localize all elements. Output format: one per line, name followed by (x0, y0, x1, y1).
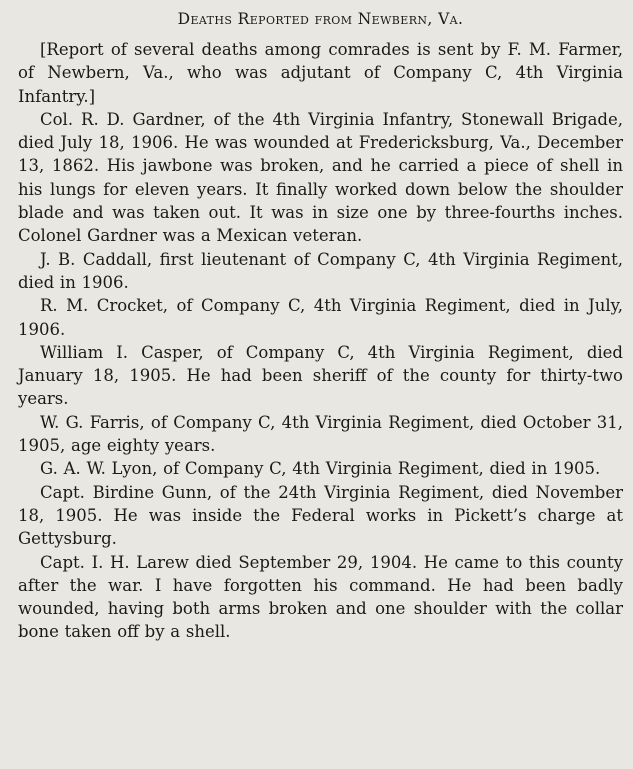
paragraph-report-note: [Report of several deaths among comrades is sent by F. M. Farmer, of Newbern, Va., who was adjutant of Company C, 4th Virginia Infantry.] (18, 40, 623, 106)
paragraph-farris: W. G. Farris, of Company C, 4th Virginia Regiment, died October 31, 1905, age eighty years. (18, 412, 623, 456)
paragraph-lyon: G. A. W. Lyon, of Company C, 4th Virginia Regiment, died in 1905. (40, 459, 601, 479)
paragraph-casper: William I. Casper, of Company C, 4th Virginia Regiment, died January 18, 1905. He had been sheriff of the county for thirty-two years. (18, 342, 623, 409)
article-title: Deaths Reported from Newbern, Va. (177, 10, 464, 28)
paragraph-caddall: J. B. Caddall, first lieutenant of Company C, 4th Virginia Regiment, died in 1906. (18, 249, 623, 292)
paragraph-larew: Capt. I. H. Larew died September 29, 1904. He came to this county after the war. I have forgotten his command. He had been badly wounded, having both arms broken and one shoulder with the collar bone taken off by a shell. (18, 552, 623, 642)
paragraph-gardner: Col. R. D. Gardner, of the 4th Virginia Infantry, Stonewall Brigade, died July 18, 1906. He was wounded at Fredericksburg, Va., December 13, 1862. His jawbone was broken, and he carried a piece of shell in his lungs for eleven years. It finally worked down below the shoulder blade and was taken out. It was in size one by three-fourths inches. Colonel Gardner was a Mexican veteran. (18, 109, 623, 246)
paragraph-crocket: R. M. Crocket, of Company C, 4th Virginia Regiment, died in July, 1906. (18, 296, 623, 339)
paragraph-gunn: Capt. Birdine Gunn, of the 24th Virginia Regiment, died November 18, 1905. He was inside the Federal works in Pickett’s charge at Gettysburg. (18, 482, 623, 549)
